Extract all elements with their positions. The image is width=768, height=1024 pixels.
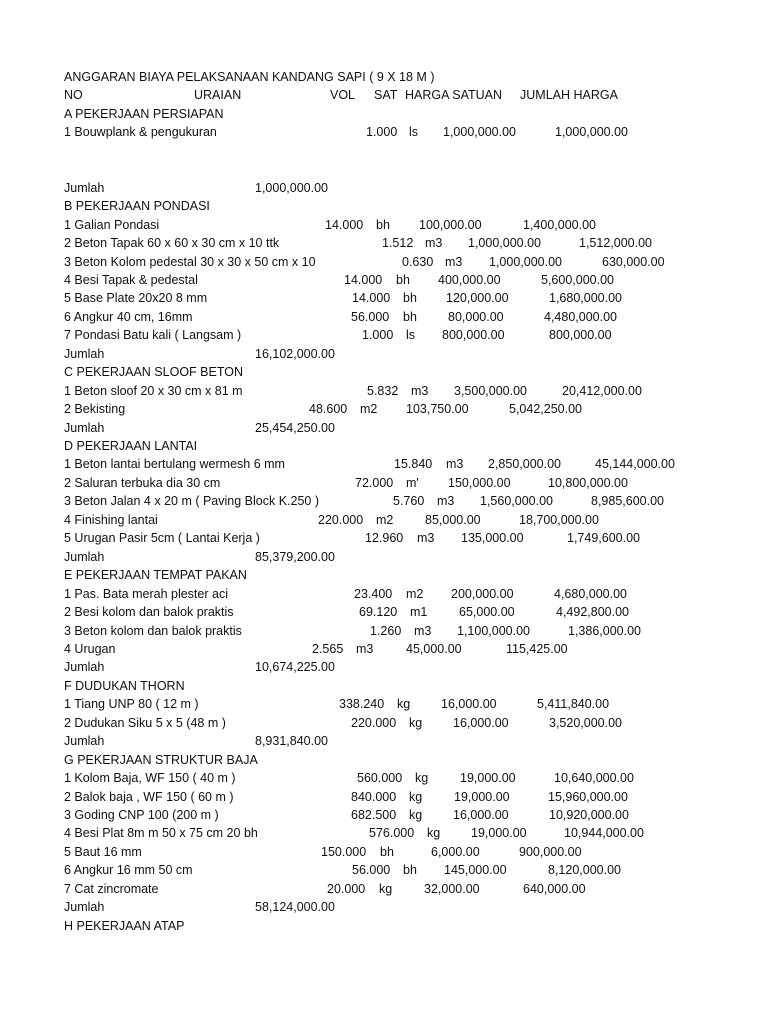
- section-total-row: [0, 181, 768, 199]
- section-title-text: A PEKERJAAN PERSIAPAN: [64, 107, 224, 121]
- header-vol: VOL: [330, 88, 356, 102]
- item-unit: m3: [414, 624, 432, 638]
- item-volume: 56.000: [351, 310, 390, 324]
- table-row: [0, 716, 768, 734]
- section-title: [0, 199, 768, 217]
- section-title-text: E PEKERJAAN TEMPAT PAKAN: [64, 568, 247, 582]
- table-row: [0, 882, 768, 900]
- item-unit: ls: [406, 328, 416, 342]
- item-volume: 69.120: [359, 605, 398, 619]
- table-row: [0, 273, 768, 291]
- item-unit-price: 45,000.00: [406, 642, 462, 656]
- table-row: [0, 310, 768, 328]
- item-unit-price: 19,000.00: [471, 826, 527, 840]
- item-description: 5 Base Plate 20x20 8 mm: [64, 291, 208, 305]
- item-unit-price: 1,000,000.00: [489, 255, 562, 269]
- item-total-price: 4,680,000.00: [554, 587, 627, 601]
- item-volume: 48.600: [309, 402, 348, 416]
- item-description: 4 Finishing lantai: [64, 513, 158, 527]
- item-description: 1 Galian Pondasi: [64, 218, 160, 232]
- item-description: 1 Bouwplank & pengukuran: [64, 125, 217, 139]
- item-total-price: 800,000.00: [549, 328, 612, 342]
- item-unit-price: 1,000,000.00: [443, 125, 516, 139]
- item-unit: m3: [356, 642, 374, 656]
- item-total-price: 15,960,000.00: [548, 790, 628, 804]
- item-unit-price: 1,100,000.00: [457, 624, 530, 638]
- item-total-price: 10,640,000.00: [554, 771, 634, 785]
- section-title-text: F DUDUKAN THORN: [64, 679, 185, 693]
- table-row: [0, 624, 768, 642]
- table-row: [0, 531, 768, 549]
- total-label: Jumlah: [64, 900, 105, 914]
- item-total-price: 1,386,000.00: [568, 624, 641, 638]
- item-unit-price: 80,000.00: [448, 310, 504, 324]
- item-description: 2 Besi kolom dan balok praktis: [64, 605, 234, 619]
- total-value: 16,102,000.00: [255, 347, 335, 361]
- item-unit-price: 1,560,000.00: [480, 494, 553, 508]
- header-harga-satuan: HARGA SATUAN: [405, 88, 503, 102]
- item-unit-price: 800,000.00: [442, 328, 505, 342]
- item-volume: 72.000: [355, 476, 394, 490]
- item-total-price: 4,480,000.00: [544, 310, 617, 324]
- item-unit-price: 100,000.00: [419, 218, 482, 232]
- item-description: 1 Pas. Bata merah plester aci: [64, 587, 228, 601]
- item-unit: m': [406, 476, 419, 490]
- item-volume: 0.630: [402, 255, 434, 269]
- item-volume: 1.000: [366, 125, 398, 139]
- item-unit: m3: [446, 457, 464, 471]
- item-volume: 12.960: [365, 531, 404, 545]
- item-volume: 56.000: [352, 863, 391, 877]
- item-unit: m3: [425, 236, 443, 250]
- table-row: [0, 863, 768, 881]
- item-unit: kg: [397, 697, 411, 711]
- item-description: 1 Tiang UNP 80 ( 12 m ): [64, 697, 199, 711]
- item-unit: m2: [406, 587, 424, 601]
- section-title: [0, 439, 768, 457]
- item-volume: 220.000: [351, 716, 397, 730]
- table-row: [0, 587, 768, 605]
- item-volume: 23.400: [354, 587, 393, 601]
- item-total-price: 1,512,000.00: [579, 236, 652, 250]
- item-total-price: 45,144,000.00: [595, 457, 675, 471]
- item-total-price: 630,000.00: [602, 255, 665, 269]
- item-unit-price: 19,000.00: [454, 790, 510, 804]
- item-unit-price: 145,000.00: [444, 863, 507, 877]
- table-row: [0, 236, 768, 254]
- item-unit: bh: [396, 273, 410, 287]
- item-total-price: 8,985,600.00: [591, 494, 664, 508]
- section-total-row: [0, 660, 768, 678]
- item-unit-price: 1,000,000.00: [468, 236, 541, 250]
- item-unit: kg: [409, 790, 423, 804]
- item-unit: bh: [403, 291, 417, 305]
- item-description: 2 Bekisting: [64, 402, 126, 416]
- item-total-price: 900,000.00: [519, 845, 582, 859]
- item-unit-price: 85,000.00: [425, 513, 481, 527]
- item-unit: m2: [360, 402, 378, 416]
- item-unit-price: 16,000.00: [453, 716, 509, 730]
- item-unit: m3: [445, 255, 463, 269]
- item-total-price: 4,492,800.00: [556, 605, 629, 619]
- item-unit-price: 6,000.00: [431, 845, 480, 859]
- item-description: 1 Kolom Baja, WF 150 ( 40 m ): [64, 771, 236, 785]
- table-row: [0, 384, 768, 402]
- section-title-text: B PEKERJAAN PONDASI: [64, 199, 210, 213]
- item-unit-price: 3,500,000.00: [454, 384, 527, 398]
- table-row: [0, 642, 768, 660]
- item-volume: 2.565: [312, 642, 344, 656]
- item-unit-price: 120,000.00: [446, 291, 509, 305]
- item-unit-price: 65,000.00: [459, 605, 515, 619]
- item-description: 5 Baut 16 mm: [64, 845, 142, 859]
- table-row: [0, 808, 768, 826]
- item-unit: bh: [376, 218, 390, 232]
- item-unit: bh: [403, 863, 417, 877]
- item-volume: 5.832: [367, 384, 399, 398]
- item-volume: 682.500: [351, 808, 397, 822]
- section-title-text: D PEKERJAAN LANTAI: [64, 439, 198, 453]
- item-unit-price: 32,000.00: [424, 882, 480, 896]
- header-jumlah-harga: JUMLAH HARGA: [520, 88, 618, 102]
- section-total-row: [0, 550, 768, 568]
- item-volume: 220.000: [318, 513, 364, 527]
- item-description: 3 Beton kolom dan balok praktis: [64, 624, 242, 638]
- total-label: Jumlah: [64, 347, 105, 361]
- table-row: [0, 826, 768, 844]
- item-total-price: 640,000.00: [523, 882, 586, 896]
- total-value: 10,674,225.00: [255, 660, 335, 674]
- header-no: NO: [64, 88, 83, 102]
- item-description: 2 Balok baja , WF 150 ( 60 m ): [64, 790, 234, 804]
- item-unit: bh: [403, 310, 417, 324]
- total-label: Jumlah: [64, 734, 105, 748]
- item-volume: 15.840: [394, 457, 433, 471]
- item-unit: kg: [409, 716, 423, 730]
- item-unit: m1: [410, 605, 428, 619]
- item-description: 3 Beton Kolom pedestal 30 x 30 x 50 cm x 10: [64, 255, 316, 269]
- total-value: 85,379,200.00: [255, 550, 335, 564]
- item-description: 7 Cat zincromate: [64, 882, 159, 896]
- section-title: [0, 753, 768, 771]
- item-description: 1 Beton sloof 20 x 30 cm x 81 m: [64, 384, 243, 398]
- item-volume: 560.000: [357, 771, 403, 785]
- item-total-price: 3,520,000.00: [549, 716, 622, 730]
- item-total-price: 10,800,000.00: [548, 476, 628, 490]
- total-value: 25,454,250.00: [255, 421, 335, 435]
- table-row: [0, 771, 768, 789]
- item-unit: bh: [380, 845, 394, 859]
- item-total-price: 1,680,000.00: [549, 291, 622, 305]
- table-row: [0, 605, 768, 623]
- item-total-price: 18,700,000.00: [519, 513, 599, 527]
- item-volume: 150.000: [321, 845, 367, 859]
- document-title: [0, 70, 768, 88]
- item-volume: 1.000: [362, 328, 394, 342]
- total-label: Jumlah: [64, 550, 105, 564]
- total-value: 8,931,840.00: [255, 734, 328, 748]
- total-label: Jumlah: [64, 660, 105, 674]
- item-description: 2 Saluran terbuka dia 30 cm: [64, 476, 221, 490]
- item-total-price: 1,400,000.00: [523, 218, 596, 232]
- item-unit-price: 200,000.00: [451, 587, 514, 601]
- item-unit: kg: [379, 882, 393, 896]
- title-text: ANGGARAN BIAYA PELAKSANAAN KANDANG SAPI ( 9 X 18 M ): [64, 70, 435, 84]
- table-row: [0, 255, 768, 273]
- item-description: 2 Dudukan Siku 5 x 5 (48 m ): [64, 716, 226, 730]
- item-unit-price: 19,000.00: [460, 771, 516, 785]
- table-row: [0, 845, 768, 863]
- total-label: Jumlah: [64, 421, 105, 435]
- section-title-text: C PEKERJAAN SLOOF BETON: [64, 365, 243, 379]
- item-total-price: 8,120,000.00: [548, 863, 621, 877]
- item-total-price: 5,042,250.00: [509, 402, 582, 416]
- section-total-row: [0, 421, 768, 439]
- item-total-price: 10,920,000.00: [549, 808, 629, 822]
- section-title-text: G PEKERJAAN STRUKTUR BAJA: [64, 753, 258, 767]
- table-row: [0, 494, 768, 512]
- item-unit-price: 16,000.00: [453, 808, 509, 822]
- item-unit: kg: [415, 771, 429, 785]
- table-row: [0, 328, 768, 346]
- table-row: [0, 790, 768, 808]
- item-description: 3 Beton Jalan 4 x 20 m ( Paving Block K.250 ): [64, 494, 319, 508]
- item-volume: 1.260: [370, 624, 402, 638]
- item-description: 7 Pondasi Batu kali ( Langsam ): [64, 328, 242, 342]
- item-description: 3 Goding CNP 100 (200 m ): [64, 808, 219, 822]
- section-title: [0, 568, 768, 586]
- item-volume: 1.512: [382, 236, 414, 250]
- table-row: [0, 125, 768, 143]
- header-sat: SAT: [374, 88, 398, 102]
- item-total-price: 1,000,000.00: [555, 125, 628, 139]
- item-unit: m3: [411, 384, 429, 398]
- item-volume: 20.000: [327, 882, 366, 896]
- section-title: [0, 919, 768, 937]
- section-title: [0, 679, 768, 697]
- item-unit-price: 400,000.00: [438, 273, 501, 287]
- item-volume: 14.000: [325, 218, 364, 232]
- item-volume: 576.000: [369, 826, 415, 840]
- item-total-price: 1,749,600.00: [567, 531, 640, 545]
- section-title: [0, 365, 768, 383]
- table-row: [0, 513, 768, 531]
- total-label: Jumlah: [64, 181, 105, 195]
- item-unit-price: 135,000.00: [461, 531, 524, 545]
- table-row: [0, 218, 768, 236]
- item-unit-price: 103,750.00: [406, 402, 469, 416]
- item-unit-price: 150,000.00: [448, 476, 511, 490]
- item-total-price: 10,944,000.00: [564, 826, 644, 840]
- column-header-row: [0, 88, 768, 106]
- item-total-price: 5,600,000.00: [541, 273, 614, 287]
- item-unit: m3: [437, 494, 455, 508]
- section-total-row: [0, 347, 768, 365]
- item-description: 4 Besi Tapak & pedestal: [64, 273, 198, 287]
- item-total-price: 20,412,000.00: [562, 384, 642, 398]
- table-row: [0, 476, 768, 494]
- item-unit: m3: [417, 531, 435, 545]
- table-row: [0, 697, 768, 715]
- item-unit-price: 2,850,000.00: [488, 457, 561, 471]
- item-unit: m2: [376, 513, 394, 527]
- item-total-price: 5,411,840.00: [537, 697, 610, 711]
- item-description: 5 Urugan Pasir 5cm ( Lantai Kerja ): [64, 531, 260, 545]
- item-total-price: 115,425.00: [506, 642, 568, 656]
- total-value: 1,000,000.00: [255, 181, 328, 195]
- item-volume: 5.760: [393, 494, 425, 508]
- table-row: [0, 291, 768, 309]
- item-unit: kg: [409, 808, 423, 822]
- item-volume: 14.000: [344, 273, 383, 287]
- section-title-text: H PEKERJAAN ATAP: [64, 919, 185, 933]
- item-description: 4 Urugan: [64, 642, 116, 656]
- table-row: [0, 402, 768, 420]
- item-volume: 338.240: [339, 697, 385, 711]
- item-unit-price: 16,000.00: [441, 697, 497, 711]
- item-unit: kg: [427, 826, 441, 840]
- total-value: 58,124,000.00: [255, 900, 335, 914]
- section-title: [0, 107, 768, 125]
- header-uraian: URAIAN: [194, 88, 242, 102]
- item-description: 1 Beton lantai bertulang wermesh 6 mm: [64, 457, 285, 471]
- item-description: 6 Angkur 16 mm 50 cm: [64, 863, 193, 877]
- section-total-row: [0, 900, 768, 918]
- item-volume: 14.000: [352, 291, 391, 305]
- item-description: 4 Besi Plat 8m m 50 x 75 cm 20 bh: [64, 826, 258, 840]
- item-unit: ls: [409, 125, 419, 139]
- item-volume: 840.000: [351, 790, 397, 804]
- table-row: [0, 457, 768, 475]
- section-total-row: [0, 734, 768, 752]
- item-description: 6 Angkur 40 cm, 16mm: [64, 310, 193, 324]
- item-description: 2 Beton Tapak 60 x 60 x 30 cm x 10 ttk: [64, 236, 280, 250]
